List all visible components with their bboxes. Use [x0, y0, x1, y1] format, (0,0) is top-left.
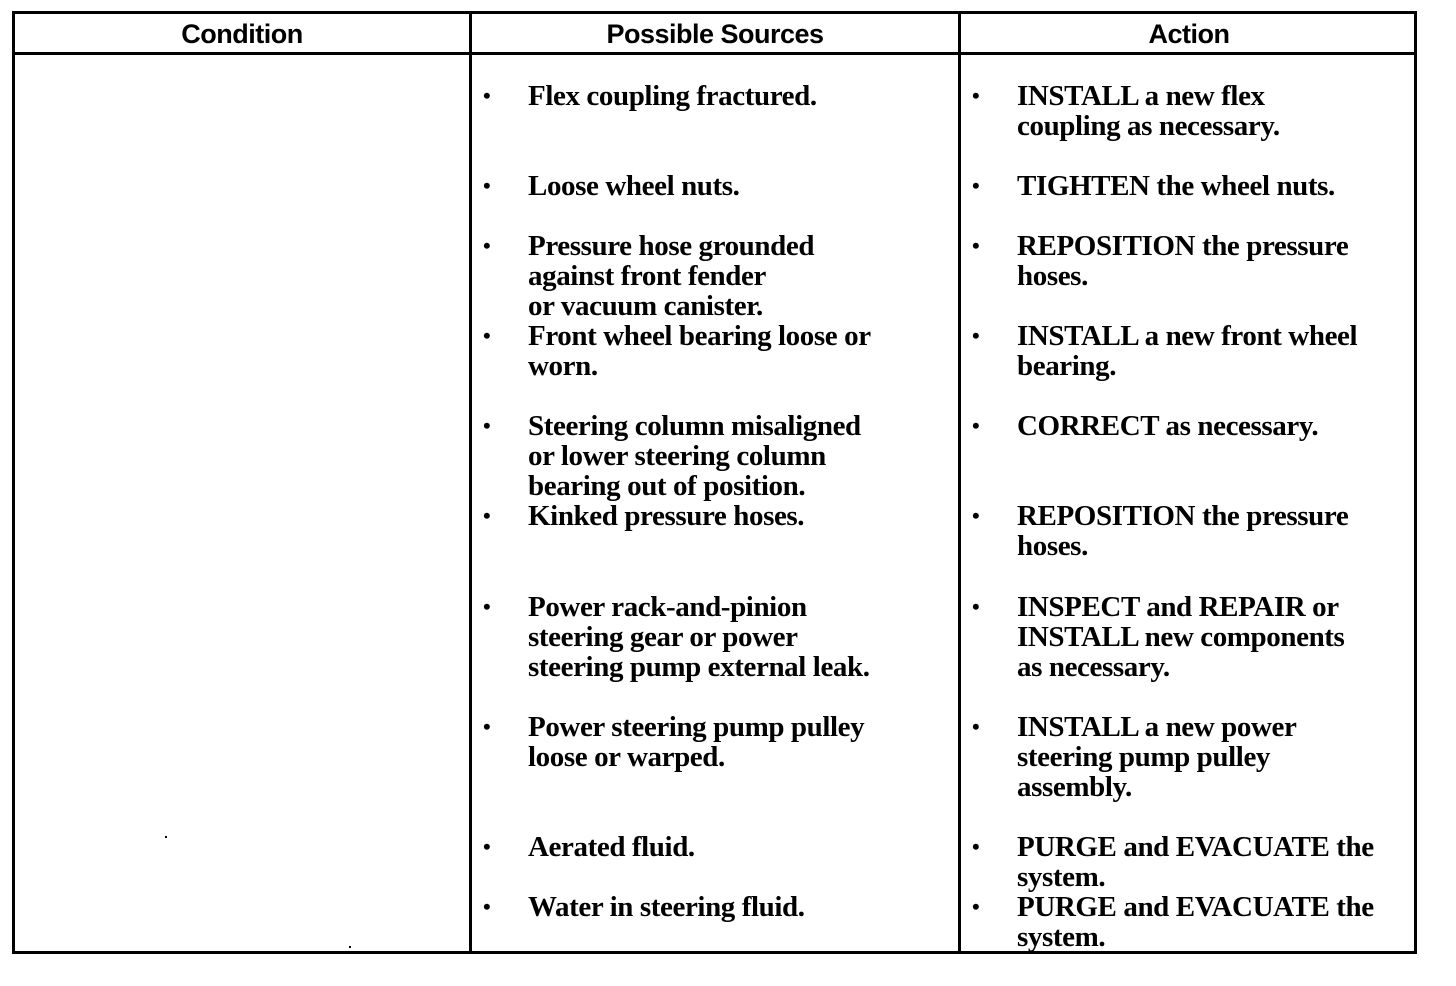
column-divider-1: [469, 14, 472, 951]
scan-speck: [165, 836, 167, 838]
bullet-icon: •: [483, 83, 491, 108]
source-text: Steering column misaligned or lower steering column bearing out of position.: [528, 410, 861, 502]
bullet-icon: •: [972, 233, 980, 258]
bullet-icon: •: [483, 503, 491, 528]
source-text: Water in steering fluid.: [528, 891, 805, 923]
header-possible-sources: Possible Sources: [606, 19, 824, 49]
source-text: Flex coupling fractured.: [528, 80, 817, 112]
bullet-icon: •: [483, 233, 491, 258]
bullet-icon: •: [483, 323, 491, 348]
header-action: Action: [1148, 19, 1230, 49]
bullet-icon: •: [483, 714, 491, 739]
diagnosis-table: [12, 11, 1417, 954]
header-condition: Condition: [181, 19, 303, 49]
action-text: INSTALL a new front wheel bearing.: [1017, 320, 1358, 382]
action-text: REPOSITION the pressure hoses.: [1017, 230, 1349, 292]
source-text: Front wheel bearing loose or worn.: [528, 320, 871, 382]
bullet-icon: •: [972, 834, 980, 859]
source-text: Aerated fluid.: [528, 831, 695, 863]
bullet-icon: •: [483, 413, 491, 438]
bullet-icon: •: [483, 594, 491, 619]
action-text: INSTALL a new power steering pump pulley assembly.: [1017, 711, 1297, 803]
action-text: CORRECT as necessary.: [1017, 410, 1319, 442]
source-text: Kinked pressure hoses.: [528, 500, 805, 532]
source-text: Power steering pump pulley loose or warped.: [528, 711, 865, 773]
source-text: Pressure hose grounded against front fender or vacuum canister.: [528, 230, 815, 322]
bullet-icon: •: [483, 173, 491, 198]
action-text: TIGHTEN the wheel nuts.: [1017, 170, 1335, 202]
scan-speck: [349, 946, 351, 948]
bullet-icon: •: [972, 594, 980, 619]
action-text: INSTALL a new flex coupling as necessary.: [1017, 80, 1280, 142]
action-text: INSPECT and REPAIR or INSTALL new components as necessary.: [1017, 591, 1345, 683]
action-text: PURGE and EVACUATE the system.: [1017, 891, 1374, 953]
source-text: Loose wheel nuts.: [528, 170, 740, 202]
bullet-icon: •: [972, 503, 980, 528]
bullet-icon: •: [483, 834, 491, 859]
header-divider: [15, 52, 1414, 55]
bullet-icon: •: [483, 894, 491, 919]
source-text: Power rack-and-pinion steering gear or power steering pump external leak.: [528, 591, 870, 683]
bullet-icon: •: [972, 413, 980, 438]
bullet-icon: •: [972, 83, 980, 108]
bullet-icon: •: [972, 323, 980, 348]
bullet-icon: •: [972, 894, 980, 919]
action-text: REPOSITION the pressure hoses.: [1017, 500, 1349, 562]
action-text: PURGE and EVACUATE the system.: [1017, 831, 1374, 893]
bullet-icon: •: [972, 173, 980, 198]
bullet-icon: •: [972, 714, 980, 739]
